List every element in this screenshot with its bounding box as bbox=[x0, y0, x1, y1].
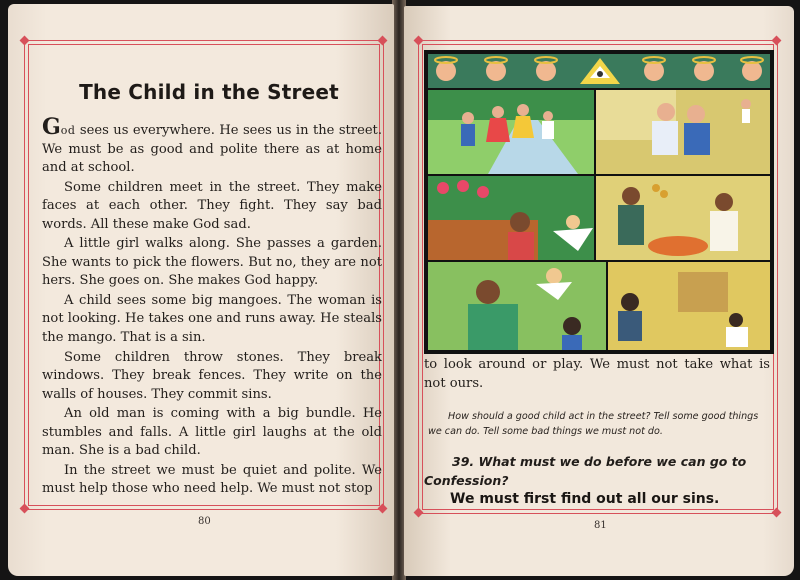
scene-mango-seller bbox=[594, 174, 772, 262]
paragraph-1-text: sees us everywhere. He sees us in the street. We must be as good and polite there as at home and at school. bbox=[42, 123, 382, 176]
scene-garden-svg bbox=[428, 176, 594, 260]
left-body-text bbox=[42, 116, 382, 500]
scene-children-svg bbox=[428, 90, 594, 174]
scene-girl-garden bbox=[426, 174, 596, 262]
paragraph-6: An old man is coming with a big bundle. He stumbles and falls. A little girl laughs at the old man. She is a bad child. bbox=[42, 406, 382, 459]
frame-corner-ornament bbox=[378, 504, 388, 514]
scene-wall-svg bbox=[608, 262, 770, 350]
scene-mango-svg bbox=[596, 176, 770, 260]
scene-boys-wall bbox=[606, 260, 772, 352]
scene-children-fighting bbox=[594, 88, 772, 176]
continuation-text: to look around or play. We must not take what is not ours. bbox=[424, 357, 770, 391]
answer-39: We must first find out all our sins. bbox=[450, 491, 720, 507]
paragraph-1 bbox=[42, 116, 382, 178]
right-page bbox=[404, 6, 794, 576]
frame-corner-ornament bbox=[772, 508, 782, 518]
paragraph-5: Some children throw stones. They break windows. They break fences. They write on the walls of houses. They commit sins. bbox=[42, 349, 382, 402]
drop-cap: G bbox=[42, 114, 61, 140]
paragraph-7: In the street we must be quiet and polite. We must help those who need help. We must not stop bbox=[42, 462, 382, 497]
study-questions: How should a good child act in the street? Tell some good things we can do. Tell some bad things we must not do. bbox=[428, 411, 759, 437]
page-title: The Child in the Street bbox=[79, 80, 339, 104]
paragraph-3: A little girl walks along. She passes a garden. She wants to pick the flowers. But no, they are not hers. She goes on. She makes God happy. bbox=[42, 236, 382, 289]
page-number-right: 81 bbox=[594, 520, 607, 531]
scene-children-walking bbox=[426, 88, 596, 176]
paragraph-4: A child sees some big mangoes. The woman is not looking. He takes one and runs away. He steals the mango. That is a sin. bbox=[42, 292, 382, 346]
small-caps: od bbox=[60, 124, 76, 137]
paragraph-2: Some children meet in the street. They make faces at each other. They fight. They say bad words. All these make God sad. bbox=[42, 179, 382, 232]
page-number-left: 80 bbox=[198, 516, 211, 527]
scene-mother-child bbox=[426, 260, 608, 352]
scene-fight-svg bbox=[596, 90, 770, 174]
color-illustration bbox=[424, 50, 774, 354]
question-39: 39. What must we do before we can go to Confession? bbox=[424, 454, 747, 488]
left-page bbox=[8, 4, 394, 576]
angel-banner bbox=[426, 52, 772, 90]
scene-mother-svg bbox=[428, 262, 606, 350]
angel-heads-svg bbox=[428, 54, 770, 88]
